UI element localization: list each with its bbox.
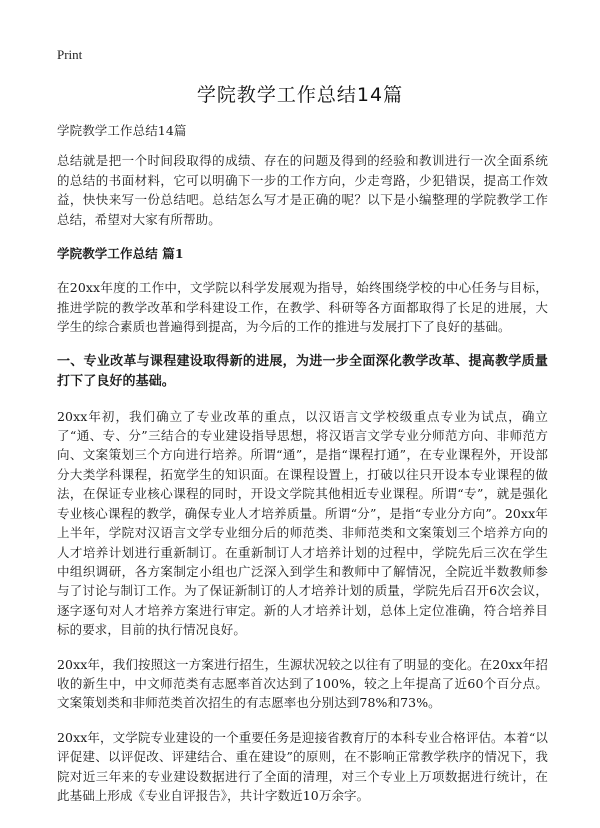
- print-link[interactable]: Print: [57, 47, 83, 62]
- paragraph-1: 在20xx年度的工作中，文学院以科学发展观为指导，始终围绕学校的中心任务与目标，推进学院的教学改革和学科建设工作，在教学、科研等各方面都取得了长足的进展，大学生的综合素质也普遍得到提高，为今后的工作的推进与发展打下了良好的基础。: [57, 280, 548, 335]
- article-heading: 学院教学工作总结 篇1: [57, 246, 184, 262]
- document-subtitle: 学院教学工作总结14篇: [57, 123, 187, 138]
- paragraph-4: 20xx年，文学院专业建设的一个重要任务是迎接省教育厅的本科专业合格评估。本着“以评促建、以评促改、评建结合、重在建设”的原则，在不影响正常教学秩序的情况下，我院对近三年来的专业建设数据进行了全面的清理，对三个专业上万项数据进行统计，在此基础上形成《专业自评报告》，共计字数近10万余字。: [57, 729, 548, 803]
- document-body: [57, 121, 548, 820]
- paragraph-3: 20xx年，我们按照这一方案进行招生，生源状况较之以往有了明显的变化。在20xx年招收的新生中，中文师范类有志愿率首次达到了100%，较之上年提高了近60个百分点。文案策划类和非师范类首次招生的有志愿率也分别达到78%和73%。: [57, 656, 548, 711]
- section-heading-1: 一、专业改革与课程建设取得新的进展，为进一步全面深化教学改革、提高教学质量打下了良好的基础。: [57, 353, 548, 389]
- page-title: 学院教学工作总结14篇: [196, 84, 404, 106]
- paragraph-2: 20xx年初，我们确立了专业改革的重点，以汉语言文学校级重点专业为试点，确立了“通、专、分”三结合的专业建设指导思想，将汉语言文学专业分师范方向、非师范方向、文案策划三个方向进行培养。所谓“通”，是指“课程打通”，在专业课程外，开设部分大类学科课程，拓宽学生的知识面。在课程设置上，打破以往只开设本专业课程的做法，在保证专业核心课程的同时，开设文学院其他相近专业课程。所谓“专”，就是强化专业核心课程的教学，确保专业人才培养质量。所谓“分”，是指“专业分方向”。20xx年上半年，学院对汉语言文学专业细分后的师范类、非师范类和文案策划三个培养方向的人才培养计划进行重新制订。在重新制订人才培养计划的过程中，学院先后三次在学生中组织调研，各方案制定小组也广泛深入到学生和教师中了解情况，全院近半数教师参与了讨论与制订工作。为了保证新制订的人才培养计划的质量，学院先后召开6次会议，逐字逐句对人才培养方案进行审定。新的人才培养计划，总体上定位准确，符合培养目标的要求，目前的执行情况良好。: [57, 408, 548, 638]
- intro-paragraph: 总结就是把一个时间段取得的成绩、存在的问题及得到的经验和教训进行一次全面系统的总结的书面材料，它可以明确下一步的工作方向，少走弯路，少犯错误，提高工作效益，快快来写一份总结吧。总结怎么写才是正确的呢？以下是小编整理的学院教学工作总结，希望对大家有所帮助。: [57, 153, 548, 227]
